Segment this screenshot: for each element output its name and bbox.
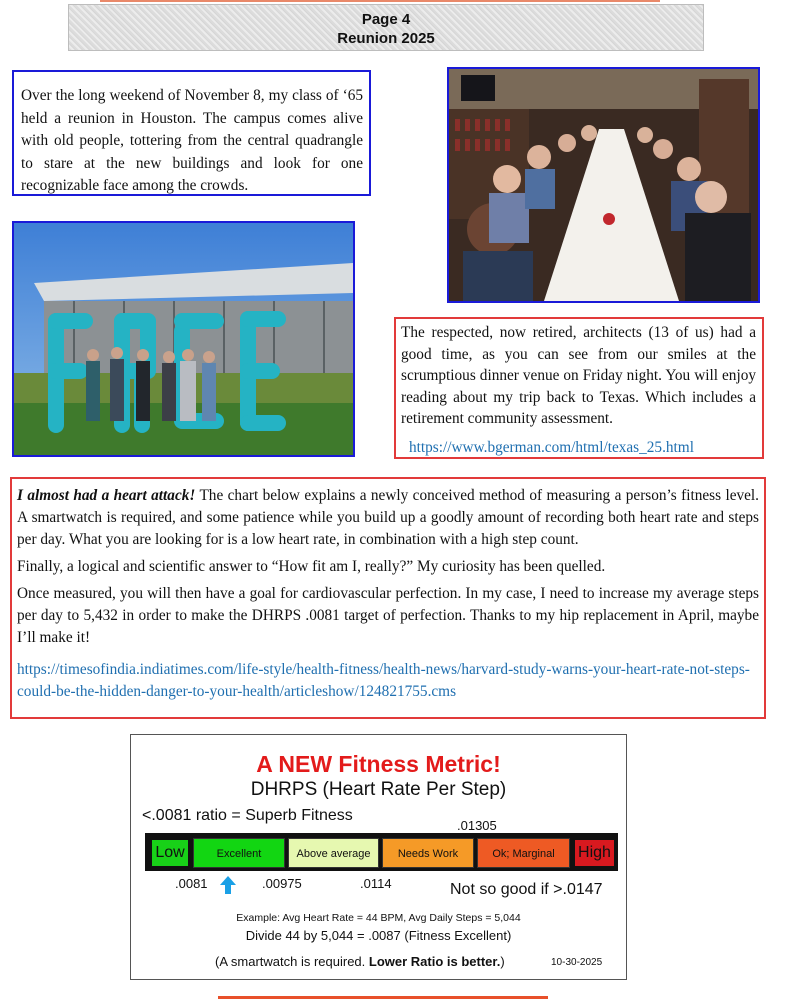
dinner-photo bbox=[447, 67, 760, 303]
metric-subtitle: DHRPS (Heart Rate Per Step) bbox=[250, 779, 507, 800]
campus-photo bbox=[12, 221, 355, 457]
metric-ratio-note: <.0081 ratio = Superb Fitness bbox=[142, 807, 353, 824]
segment-above-average: Above average bbox=[288, 838, 379, 868]
heart-paragraph-1: The chart below explains a newly conceived method of measuring a person’s fitness level. A smartwatch is required, and some patience while you build up a goodly amount of recording both heart rate and steps per day. What you are looking for is a low heart rate, in combination with a high step count. bbox=[17, 487, 760, 548]
page-header bbox=[68, 4, 704, 51]
tick-01305: .01305 bbox=[457, 818, 497, 833]
page-title: Reunion 2025 bbox=[337, 30, 435, 47]
bottom-divider bbox=[218, 996, 548, 999]
top-divider bbox=[100, 0, 660, 2]
requirement-text: (A smartwatch is required. bbox=[215, 954, 369, 969]
not-so-good-note: Not so good if >.0147 bbox=[450, 881, 603, 898]
tick-0114: .0114 bbox=[360, 876, 392, 891]
fitness-scale bbox=[145, 833, 618, 871]
segment-needs-work: Needs Work bbox=[382, 838, 474, 868]
texas-trip-link[interactable]: https://www.bgerman.com/html/texas_25.html bbox=[409, 438, 694, 456]
example-line: Example: Avg Heart Rate = 44 BPM, Avg Daily Steps = 5,044 bbox=[236, 912, 521, 924]
segment-high: High bbox=[573, 838, 616, 868]
chart-date: 10-30-2025 bbox=[551, 957, 603, 968]
architects-text: The respected, now retired, architects (13 of us) had a good time, as you can see from our smiles at the scrumptious dinner venue on Friday night. You will enjoy reading about my trip back to Texas. Which includes a retirement community assessment. bbox=[401, 324, 756, 427]
tick-0081: .0081 bbox=[175, 876, 208, 891]
heart-box bbox=[10, 477, 766, 719]
divide-line: Divide 44 by 5,044 = .0087 (Fitness Excellent) bbox=[245, 928, 512, 943]
intro-box bbox=[12, 70, 371, 196]
harvard-study-link[interactable]: https://timesofindia.indiatimes.com/life-style/health-fitness/health-news/harvard-study-warns-your-heart-rate-not-steps-could-be-the-hidden-danger-to-your-health/articleshow/124821755.cms bbox=[17, 661, 750, 700]
heart-paragraph-3: Once measured, you will then have a goal for cardiovascular perfection. In my case, I need to increase my average steps per day to 5,432 in order to make the DHRPS .0081 target of perfection. Thanks to my hip replacement in April, maybe I’ll make it! bbox=[17, 585, 759, 646]
heart-paragraph-2: Finally, a logical and scientific answer to “How fit am I, really?” My curiosity has been quelled. bbox=[17, 558, 606, 575]
requirement-note bbox=[215, 954, 505, 969]
metric-title: A NEW Fitness Metric! bbox=[256, 751, 501, 777]
fitness-metric-chart bbox=[130, 734, 627, 980]
up-arrow-icon bbox=[219, 875, 237, 895]
segment-marginal: Ok; Marginal bbox=[477, 838, 570, 868]
lower-ratio-note: Lower Ratio is better. bbox=[368, 954, 501, 969]
page-number: Page 4 bbox=[361, 11, 411, 28]
architects-box bbox=[394, 317, 764, 459]
requirement-close: ) bbox=[500, 954, 505, 969]
tick-00975: .00975 bbox=[262, 876, 302, 891]
segment-low: Low bbox=[150, 838, 190, 868]
intro-text: Over the long weekend of November 8, my class of ‘65 held a reunion in Houston. The campus comes alive with old people, tottering from the central quadrangle to stare at the new buildings and look for one recognizable face among the crowds. bbox=[21, 87, 363, 194]
heart-lead: I almost had a heart attack! bbox=[17, 487, 196, 504]
segment-excellent: Excellent bbox=[193, 838, 285, 868]
